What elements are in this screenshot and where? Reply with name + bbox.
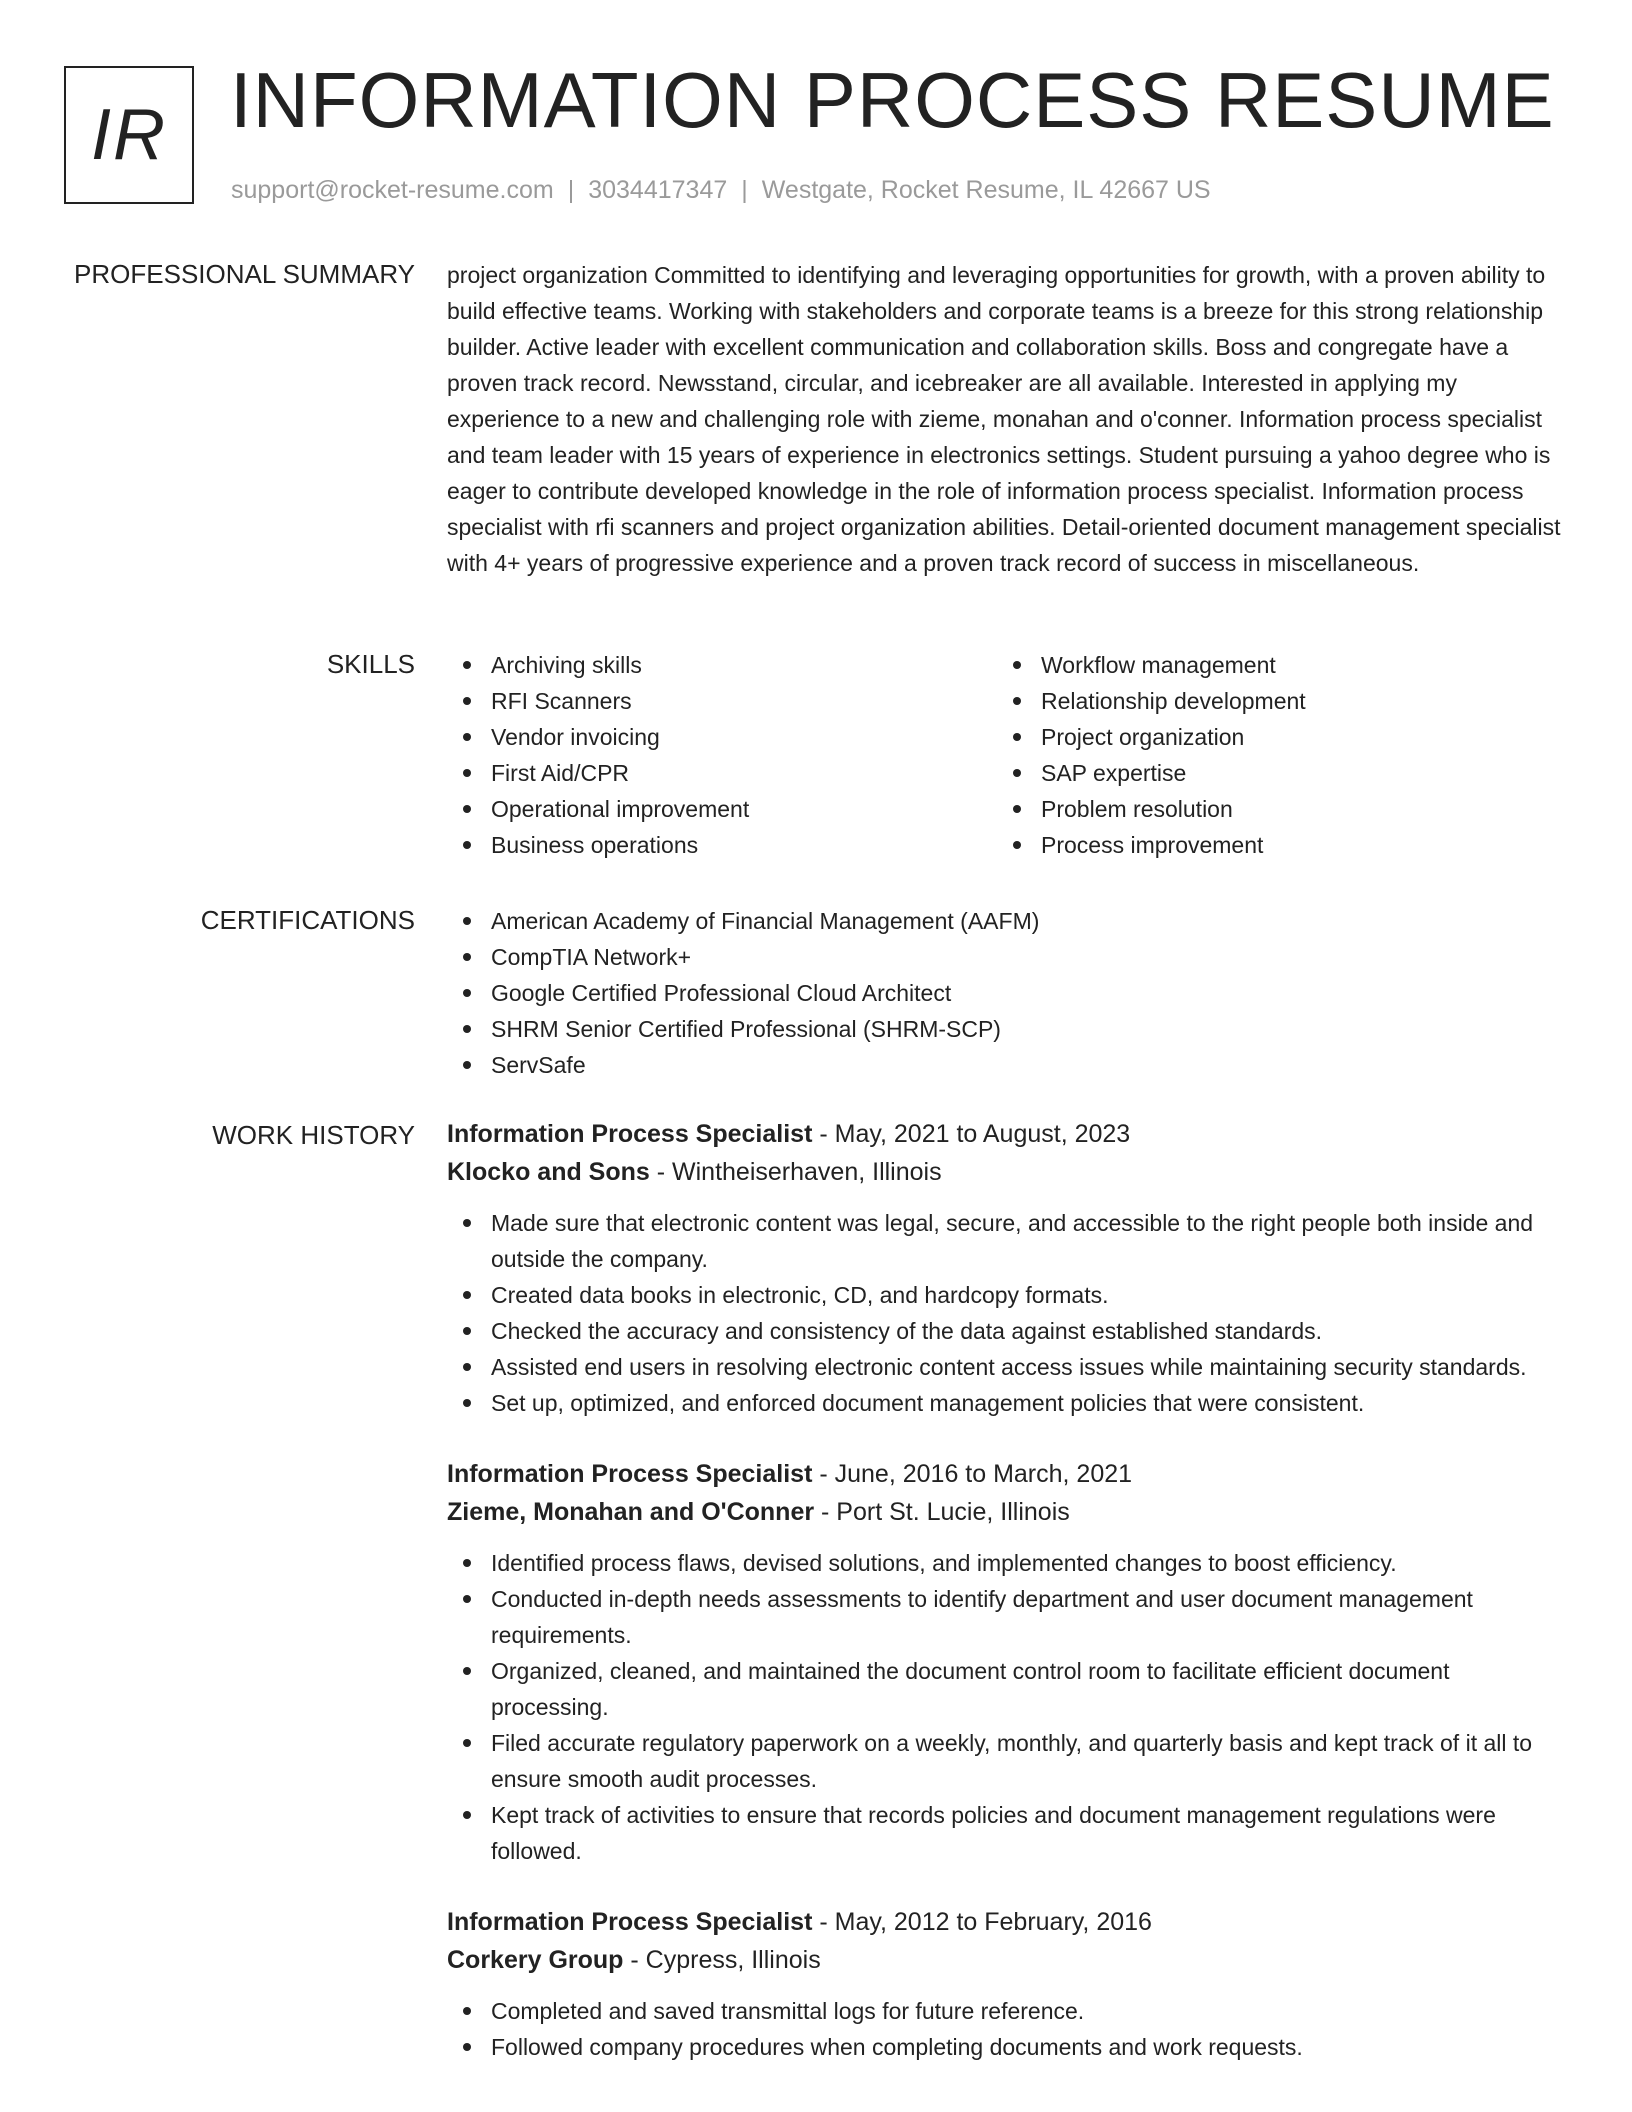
work-history-heading: WORK HISTORY (212, 1120, 415, 1150)
job-entry (447, 1903, 1567, 2065)
summary-text: project organization Committed to identifying and leveraging opportunities for growth, with a proven ability to build effective teams. Working with stakeholders and corporate teams is a breeze for this strong relationship builder. Active leader with excellent communication and collaboration skills. Boss and congregate have a proven track record. Newsstand, circular, and icebreaker are all available. Interested in applying my experience to a new and challenging role with zieme, monahan and o'conner. Information process specialist and team leader with 15 years of experience in electronics settings. Student pursuing a yahoo degree who is eager to contribute developed knowledge in the role of information process specialist. Information process specialist with rfi scanners and project organization abilities. Detail-oriented document management specialist with 4+ years of progressive experience and a proven track record of success in miscellaneous. (447, 262, 1561, 576)
skill-item: SAP expertise (997, 755, 1547, 791)
summary-section (447, 257, 1567, 581)
job-duty: Conducted in-depth needs assessments to identify department and user document management requirements. (447, 1581, 1567, 1653)
certifications-list (447, 903, 1567, 1083)
skill-item: Relationship development (997, 683, 1547, 719)
job-duty: Completed and saved transmittal logs for future reference. (447, 1993, 1567, 2029)
contact-separator: | (567, 176, 575, 204)
job-duty: Set up, optimized, and enforced document management policies that were consistent. (447, 1385, 1567, 1421)
job-duty: Checked the accuracy and consistency of the data against established standards. (447, 1313, 1567, 1349)
job-duty: Followed company procedures when completing documents and work requests. (447, 2029, 1567, 2065)
skill-item: Problem resolution (997, 791, 1547, 827)
job-location: - Wintheiserhaven, Illinois (649, 1158, 942, 1186)
job-dates: - May, 2012 to February, 2016 (812, 1908, 1152, 1936)
job-company: Corkery Group (447, 1946, 624, 1974)
job-title: Information Process Specialist (447, 1460, 813, 1488)
contact-separator: | (741, 176, 748, 204)
certifications-heading: CERTIFICATIONS (200, 905, 415, 935)
job-duty: Organized, cleaned, and maintained the document control room to facilitate efficient document processing. (447, 1653, 1567, 1725)
skill-item: Vendor invoicing (447, 719, 997, 755)
contact-address: Westgate, Rocket Resume, IL 42667 US (761, 176, 1211, 204)
skill-item: First Aid/CPR (447, 755, 997, 791)
monogram-logo (64, 66, 194, 204)
job-company-line (447, 1493, 1567, 1531)
job-duty: Assisted end users in resolving electronic content access issues while maintaining security standards. (447, 1349, 1567, 1385)
contact-line (231, 174, 1211, 206)
resume-title: INFORMATION PROCESS RESUME (230, 56, 1555, 144)
job-company: Klocko and Sons (447, 1158, 650, 1186)
job-title-line (447, 1115, 1567, 1153)
skills-list-right (997, 647, 1547, 863)
skill-item: Project organization (997, 719, 1547, 755)
job-duties-list (447, 1205, 1567, 1421)
work-history-section (447, 1115, 1567, 2065)
job-dates: - May, 2021 to August, 2023 (812, 1120, 1131, 1148)
job-duty: Kept track of activities to ensure that records policies and document management regulations were followed. (447, 1797, 1567, 1869)
skills-heading: SKILLS (326, 649, 415, 679)
job-location: - Cypress, Illinois (623, 1946, 821, 1974)
job-duty: Identified process flaws, devised solutions, and implemented changes to boost efficiency. (447, 1545, 1567, 1581)
skill-item: Archiving skills (447, 647, 997, 683)
job-duty: Filed accurate regulatory paperwork on a weekly, monthly, and quarterly basis and kept track of it all to ensure smooth audit processes. (447, 1725, 1567, 1797)
certification-item: Google Certified Professional Cloud Architect (447, 975, 1567, 1011)
job-title: Information Process Specialist (447, 1120, 813, 1148)
skill-item: Business operations (447, 827, 997, 863)
summary-heading: PROFESSIONAL SUMMARY (74, 259, 415, 289)
job-duties-list (447, 1545, 1567, 1869)
skill-item: Workflow management (997, 647, 1547, 683)
monogram-initials: IR (91, 95, 167, 175)
job-entry (447, 1455, 1567, 1869)
skill-item: Process improvement (997, 827, 1547, 863)
job-company-line (447, 1941, 1567, 1979)
job-company-line (447, 1153, 1567, 1191)
certification-item: ServSafe (447, 1047, 1567, 1083)
job-title-line (447, 1903, 1567, 1941)
job-title-line (447, 1455, 1567, 1493)
job-entry (447, 1115, 1567, 1421)
certification-item: CompTIA Network+ (447, 939, 1567, 975)
certifications-section (447, 903, 1567, 1083)
job-duty: Created data books in electronic, CD, and hardcopy formats. (447, 1277, 1567, 1313)
job-title: Information Process Specialist (447, 1908, 813, 1936)
job-dates: - June, 2016 to March, 2021 (812, 1460, 1133, 1488)
skill-item: RFI Scanners (447, 683, 997, 719)
contact-phone[interactable]: 3034417347 (588, 176, 728, 204)
certification-item: American Academy of Financial Management (AAFM) (447, 903, 1567, 939)
job-company: Zieme, Monahan and O'Conner (447, 1498, 815, 1526)
certification-item: SHRM Senior Certified Professional (SHRM-SCP) (447, 1011, 1567, 1047)
job-duty: Made sure that electronic content was legal, secure, and accessible to the right people both inside and outside the company. (447, 1205, 1567, 1277)
skills-section (447, 647, 1567, 863)
skill-item: Operational improvement (447, 791, 997, 827)
contact-email[interactable]: support@rocket-resume.com (231, 176, 554, 204)
skills-list-left (447, 647, 997, 863)
job-location: - Port St. Lucie, Illinois (814, 1498, 1070, 1526)
job-duties-list (447, 1993, 1567, 2065)
